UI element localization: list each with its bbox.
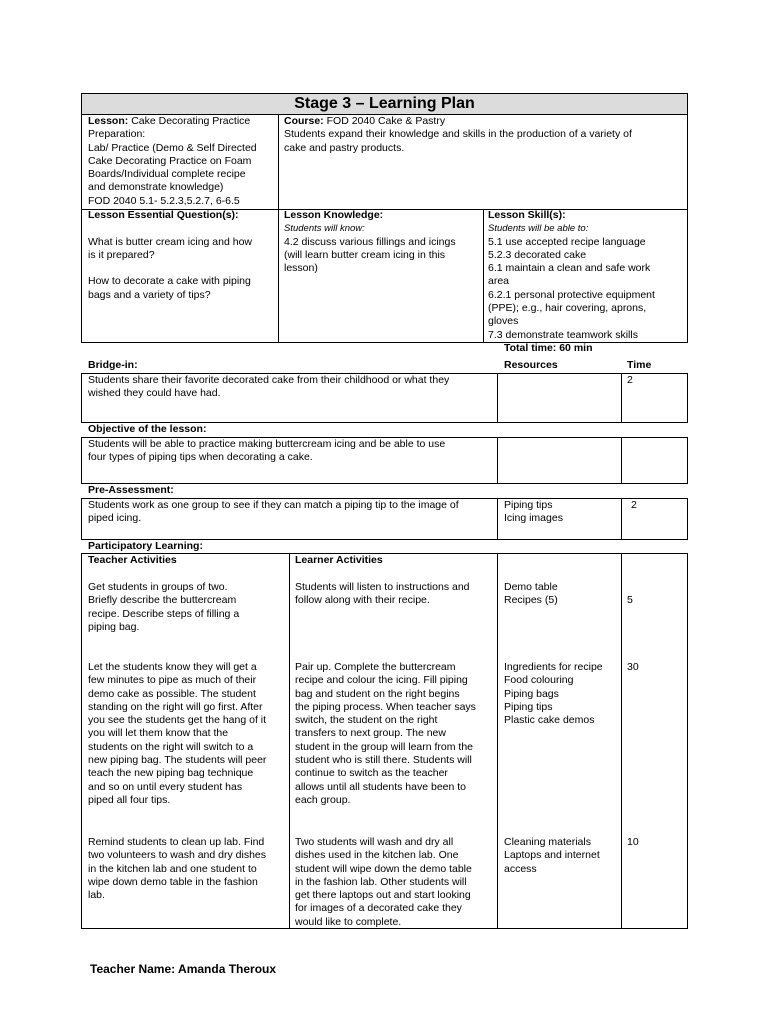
essential-question: bags and a variety of tips? [88, 288, 211, 301]
divider [497, 553, 498, 929]
teacher-activity [88, 836, 286, 902]
divider [621, 553, 622, 929]
skills-line: 7.3 demonstrate teamwork skills [488, 328, 638, 341]
knowledge-line: 4.2 discuss various fillings and icings [284, 235, 456, 248]
resource-item: Ingredients for recipe [504, 661, 603, 673]
resource-item: Piping tips [504, 499, 553, 511]
essential-question: What is butter cream icing and how [88, 235, 252, 248]
title-bar [81, 93, 688, 115]
resource-item: Icing images [504, 512, 563, 525]
teacher-name: Teacher Name: Amanda Theroux [90, 962, 277, 976]
learner-activity [295, 661, 495, 807]
skills-sub: Students will be able to: [488, 223, 589, 235]
activity-line: teach the new piping bag technique [88, 767, 254, 780]
divider [289, 553, 290, 929]
resource-item: Piping tips [504, 700, 553, 713]
time-header: Time [627, 359, 652, 371]
course-cell [284, 115, 684, 155]
skills-label: Lesson Skill(s): [488, 209, 566, 221]
lesson-line: Preparation: [88, 128, 146, 141]
skills-line: 6.2.1 personal protective equipment [488, 288, 655, 301]
knowledge-label: Lesson Knowledge: [284, 209, 384, 221]
activity-time: 5 [627, 594, 633, 606]
activity-line: each group. [295, 793, 351, 806]
activity-line: standing on the right will go first. After [88, 700, 263, 713]
preassess-text [88, 499, 494, 526]
activity-line: Students will listen to instructions and [295, 581, 470, 593]
skills-line: 5.1 use accepted recipe language [488, 235, 646, 248]
teacher-activity [88, 581, 286, 634]
activity-line: in the fashion lab. Other students will [295, 875, 467, 888]
activity-line: student who is still there. Students will [295, 754, 472, 767]
lesson-line: Boards/Individual complete recipe [88, 168, 246, 181]
activity-line: allows until all students have been to [295, 780, 467, 793]
preassess-label: Pre-Assessment: [88, 484, 174, 496]
activity-line: recipe. Describe steps of filling a [88, 607, 240, 620]
page-title: Stage 3 – Learning Plan [294, 95, 475, 112]
activity-line: would like to complete. [295, 915, 402, 928]
activity-line: bag and student on the right begins [295, 687, 460, 700]
preassess-line: Students work as one group to see if they can match a piping tip to the image of [88, 499, 459, 511]
activity-line: two volunteers to wash and dry dishes [88, 849, 267, 862]
activity-line: Briefly describe the buttercream [88, 594, 237, 607]
lesson-line: and demonstrate knowledge) [88, 181, 224, 194]
preassess-time: 2 [631, 499, 637, 511]
skills-line: area [488, 275, 510, 288]
activity-line: the piping process. When teacher says [295, 700, 476, 713]
bridge-line: Students share their favorite decorated cake from their childhood or what they [88, 374, 450, 386]
learner-activities-header: Learner Activities [295, 554, 383, 566]
activity-line: Get students in groups of two. [88, 581, 228, 593]
learner-activity [295, 836, 495, 929]
activity-line: get there laptops out and start looking [295, 889, 471, 902]
activity-line: piping bag. [88, 620, 140, 633]
lesson-line: FOD 2040 5.1- 5.2.3,5.2.7, 6-6.5 [88, 194, 240, 207]
essential-question: is it prepared? [88, 248, 155, 261]
course-value: FOD 2040 Cake & Pastry [326, 115, 446, 127]
activity-line: follow along with their recipe. [295, 594, 430, 607]
teacher-activity [88, 661, 286, 807]
activity-line: few minutes to pipe as much of their [88, 674, 257, 687]
lesson-line: Lab/ Practice (Demo & Self Directed [88, 141, 257, 154]
bridge-time: 2 [627, 374, 633, 386]
lesson-line: Cake Decorating Practice on Foam [88, 154, 252, 167]
activity-time: 30 [627, 661, 639, 673]
activity-line: student will wipe down the demo table [295, 862, 472, 875]
divider [483, 209, 484, 343]
lesson-value: Cake Decorating Practice [131, 115, 251, 127]
resource-item: Demo table [504, 581, 558, 593]
activity-line: and so on until every student has [88, 780, 243, 793]
bridge-label: Bridge-in: [88, 359, 138, 371]
activity-line: new piping bag. The students will peer [88, 754, 267, 767]
divider [497, 373, 498, 423]
objective-line: four types of piping tips when decorating a cake. [88, 451, 313, 464]
resource-item: Food colouring [504, 674, 574, 687]
activity-line: you will let them know that the [88, 727, 229, 740]
activity-line: continue to switch as the teacher [295, 767, 448, 780]
activity-line: Remind students to clean up lab. Find [88, 836, 265, 848]
lesson-label: Lesson: [88, 115, 129, 127]
objective-line: Students will be able to practice making buttercream icing and be able to use [88, 438, 446, 450]
essential-question: How to decorate a cake with piping [88, 275, 251, 288]
divider [621, 437, 622, 484]
resource-item: Cleaning materials [504, 836, 591, 848]
activity-line: transfers to next group. The new [295, 727, 446, 740]
participatory-label: Participatory Learning: [88, 540, 203, 552]
knowledge-line: (will learn butter cream icing in this [284, 248, 446, 261]
activity-line: dishes used in the kitchen lab. One [295, 849, 459, 862]
learner-activity [295, 581, 495, 608]
activity-line: piped all four tips. [88, 793, 171, 806]
objective-text [88, 438, 494, 465]
activity-resources [504, 661, 619, 727]
resource-item: Laptops and internet [504, 849, 600, 862]
divider [497, 498, 498, 540]
activity-line: student in the group will learn from the [295, 740, 474, 753]
activity-time: 10 [627, 836, 639, 848]
activity-line: switch, the student on the right [295, 714, 438, 727]
preassess-line: piped icing. [88, 512, 142, 525]
resource-item: Piping bags [504, 687, 559, 700]
divider [621, 498, 622, 540]
skills-line: 6.1 maintain a clean and safe work [488, 262, 651, 275]
activity-line: Pair up. Complete the buttercream [295, 661, 456, 673]
divider [278, 209, 279, 343]
resources-header: Resources [504, 359, 558, 371]
activity-line: wipe down demo table in the fashion [88, 875, 258, 888]
total-time: Total time: 60 min [504, 342, 593, 354]
essential-label: Lesson Essential Question(s): [88, 209, 239, 221]
skills-cell [488, 209, 686, 342]
bridge-text [88, 374, 494, 401]
activity-line: Let the students know they will get a [88, 661, 257, 673]
skills-line: (PPE); e.g., hair covering, aprons, [488, 302, 647, 315]
activity-line: for images of a decorated cake they [295, 902, 462, 915]
knowledge-line: lesson) [284, 262, 318, 275]
course-line: cake and pastry products. [284, 141, 405, 154]
objective-label: Objective of the lesson: [88, 423, 207, 435]
activity-line: recipe and colour the icing. Fill piping [295, 674, 468, 687]
resource-item: Plastic cake demos [504, 714, 595, 727]
course-label: Course: [284, 115, 324, 127]
activity-line: lab. [88, 889, 105, 902]
activity-line: demo cake as possible. The student [88, 687, 256, 700]
skills-line: 5.2.3 decorated cake [488, 248, 587, 261]
skills-line: gloves [488, 315, 519, 328]
resource-item: Recipes (5) [504, 594, 558, 607]
activity-resources [504, 836, 619, 876]
bridge-line: wished they could have had. [88, 387, 221, 400]
essential-cell [88, 209, 276, 302]
activity-line: you see the students get the hang of it [88, 714, 267, 727]
activity-line: in the kitchen lab and one student to [88, 862, 257, 875]
divider [497, 437, 498, 484]
activity-line: Two students will wash and dry all [295, 836, 454, 848]
course-line: Students expand their knowledge and skills in the production of a variety of [284, 128, 632, 141]
activity-line: students on the right will switch to a [88, 740, 254, 753]
divider [621, 373, 622, 423]
knowledge-cell [284, 209, 481, 275]
resource-item: access [504, 862, 537, 875]
lesson-cell [88, 115, 276, 208]
preassess-resources [504, 499, 619, 526]
teacher-activities-header: Teacher Activities [88, 554, 177, 566]
knowledge-sub: Students will know: [284, 223, 365, 235]
divider [278, 114, 279, 210]
activity-resources [504, 581, 619, 608]
